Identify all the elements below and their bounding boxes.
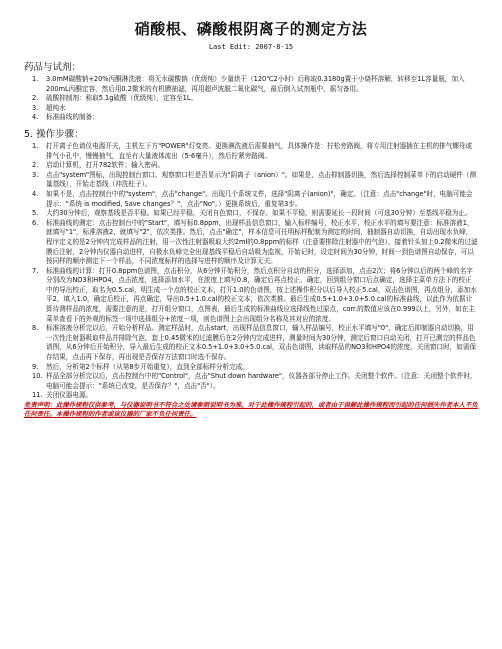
item-text: 超纯水 xyxy=(46,103,66,112)
item-number: 4. xyxy=(32,189,39,198)
list-item xyxy=(32,267,478,325)
item-number: 11. xyxy=(32,391,43,400)
procedure-list xyxy=(24,142,478,401)
item-number: 2. xyxy=(32,94,39,103)
reagents-heading: 药品与试剂： xyxy=(24,62,82,73)
list-item xyxy=(32,142,478,161)
item-text: 标准曲线的制备： xyxy=(46,113,99,122)
document-title: 硝酸根、磷酸根阴离子的测定方法 xyxy=(134,20,368,38)
item-number: 2. xyxy=(32,161,39,170)
item-text: 启动计算机，打开782软件；输入密码。 xyxy=(46,161,165,170)
disclaimer-text: 免责声明：此操作规程仅供参考，与仪器说明书不符合之处请参照说明书为准。对于此操作规程引起的，或者由于误解此操作规程而引起的任何损失作者本人不负任何责任。本操作规程的作者或该仪器的厂家不负任何责任。 xyxy=(24,401,478,418)
list-item xyxy=(32,190,478,209)
list-item xyxy=(32,104,478,114)
item-text: 打开离子色谱仪电源开关，主机左下方"POWER"灯变亮。更换淋洗液后需要抽气，具体操作是：拧松旁路阀，将专用注射器插在主机的排气螺母或排气小孔中，慢慢抽气，直至有大量液体流出（5-6毫升），然后拧紧旁路阀。 xyxy=(46,141,473,160)
item-text: 大约30分钟后，观察基线是否平稳。如果已经平稳，关闭自色窗口，不保存。如果不平稳，则需要延长一段时间（可选30分钟）至基线平稳为止。 xyxy=(46,209,472,218)
item-number: 9. xyxy=(32,362,39,371)
disclaimer xyxy=(24,401,478,419)
list-item xyxy=(32,372,478,391)
item-number: 1. xyxy=(32,141,39,150)
item-number: 8. xyxy=(32,324,39,333)
list-item xyxy=(32,219,478,267)
item-text: 硫酸抑制剂：称取5.1g硫酸（优级纯），定容至1L。 xyxy=(46,94,198,103)
list-item xyxy=(32,324,478,362)
item-text: 如果不是，点击控制台中的"system"，点击"change"，出现几个系统文件，选择"阴离子(anion)"，确定。（注意：点击"change"时，电脑可能会提示："系统 is modified, Save changes？"，点击"No"。）更换系统后，重复第3步。 xyxy=(46,189,473,208)
item-text: 标准曲线的计算：打开0.8ppm色谱图，点击积分，从6分钟开始积分，然后点积分自动的积分，选择添加，点击2次；将6分钟以后的两个峰的名字分别改为NO3和HPO4，点击浓度，选择添加水平，在浓度上填写0.8，确定后再点校正，确定，回到组分窗口后点确定，选择主菜单方法下的校正中的导出校正，取名为0.5.cal，明生成一个点的校正文本，打开1.0的色谱图，按上述操作积分以后导入校正5.cal，双击色谱图，再点组分，添加水平2，填入1.0，确定后校正，再点确定，导出0.5+1.0.cal的校正文本，依次类推。最后生成0.5+1.0+3.0+5.0.cal的标准曲线，以此作为依据计算待测样品的浓度，需要注意的是，打开组分窗口，点图表，最后生成的标准曲线应选择线性过原点，corr.的数值应该在0.999以上，另外，如在主菜单查看下的外观的标签一项中选择组分+浓度一项，则色谱图上会出现组分名称及其对应的浓度。 xyxy=(46,266,477,323)
list-item xyxy=(32,161,478,171)
item-number: 1. xyxy=(32,75,39,83)
list-item xyxy=(32,94,478,104)
last-edit-date: Last Edit: 2007-8-15 xyxy=(208,43,294,51)
item-text: 点击"system"图标，出现控制台窗口。观察窗口栏是否显示为"阴离子（anion）"。如果是，点击抑制器切换，然后选择控制菜单下的启动硬件（测量基线），开始走基线（冲洗柱子）。 xyxy=(46,170,477,189)
procedure-heading: 5. 操作步骤： xyxy=(24,128,84,140)
item-number: 7. xyxy=(32,266,39,275)
list-item xyxy=(32,391,478,401)
item-number: 3. xyxy=(32,103,39,112)
item-number: 10. xyxy=(32,372,43,381)
list-item xyxy=(32,113,478,123)
list-item xyxy=(32,75,478,94)
item-text: 样品全部分析完以后，点击控制台中的"Control"，点击"Shut down hardware"，仪器各部分停止工作。关闭整个软件。（注意：关闭整个软件时，电脑可能会提示："系统已改变，是否保存？"，点击"否"）。 xyxy=(46,372,477,390)
item-text: 标准曲线的测定：点击控制台中的"Start"，填写标0.8ppm，出现样品信息窗口，输入标样编号，校正水平，校正水平的填写要注意：标准溶液1，就填写"1"，标准溶液2，就填写"2"，依次类推。然后，点击"确定"，样本信息可任明标样配制为测定的时间，抽制器自动切换，自动出现水负峰，程序定义的是2分钟内完成样品的注射，用一次性注射器吸取大约2ml的0.8ppm的标样（注意要排除注射器中的气泡），接着针头加上0.2微米的过滤膜后注射，2分钟内仪器自动进样，自极水负峰完全出现基线平稳后自动吸为监视，开始记时，设定时间为30分钟，时间一到色谱图自动保存，可以按同样的顺序测定下一个样品，不同浓度标样的选择与进样的顺序及计算无关。 xyxy=(46,218,478,266)
item-number: 5. xyxy=(32,209,39,218)
item-text: 然后，分析第2个标样（从第8步开始重复），直到全部标样分析完成。 xyxy=(46,362,249,371)
item-text: 标准溶液分析完以后，开始分析样品。测定样品时，点击start，出现样品信息窗口，输入样品编号，校正水平填写"0"，确定后抑制器自动切换，用一次性注射器吸取样品并排除气泡，套上0.45微米的过滤膜后在2分钟内完成进样，测量时间为30分钟，测完后窗口自动关闭，打开已测完的样品色谱图，从6分钟后开始积分，导入最后生成的校正文本0.5+1.0+3.0+5.0.cal，双击色谱图，读取样品的NO3和HPO4的浓度。关闭窗口时，如需保存结果，点击再下保存，再出现是否保存方法窗口时选不保存。 xyxy=(46,324,477,362)
item-text: 关闭仪器电源。 xyxy=(46,391,93,400)
item-number: 4. xyxy=(32,113,39,122)
reagents-list xyxy=(24,75,478,123)
list-item xyxy=(32,209,478,219)
item-text: 3.0mM碳酸钠+20%丙酮淋洗液：将无水碳酸钠（优级纯）少量烘干（120℃2小时）后称取0.3180g置于小烧杯溶解，转移至1L容量瓶，加入200mL丙酮定容，然后用0.2微米的有机膜抽滤，再用超声波脱二氧化碳气，最后倒入试剂瓶中，摇匀备用。 xyxy=(46,75,465,93)
item-number: 6. xyxy=(32,218,39,227)
item-number: 3. xyxy=(32,170,39,179)
list-item xyxy=(32,171,478,190)
list-item xyxy=(32,363,478,373)
